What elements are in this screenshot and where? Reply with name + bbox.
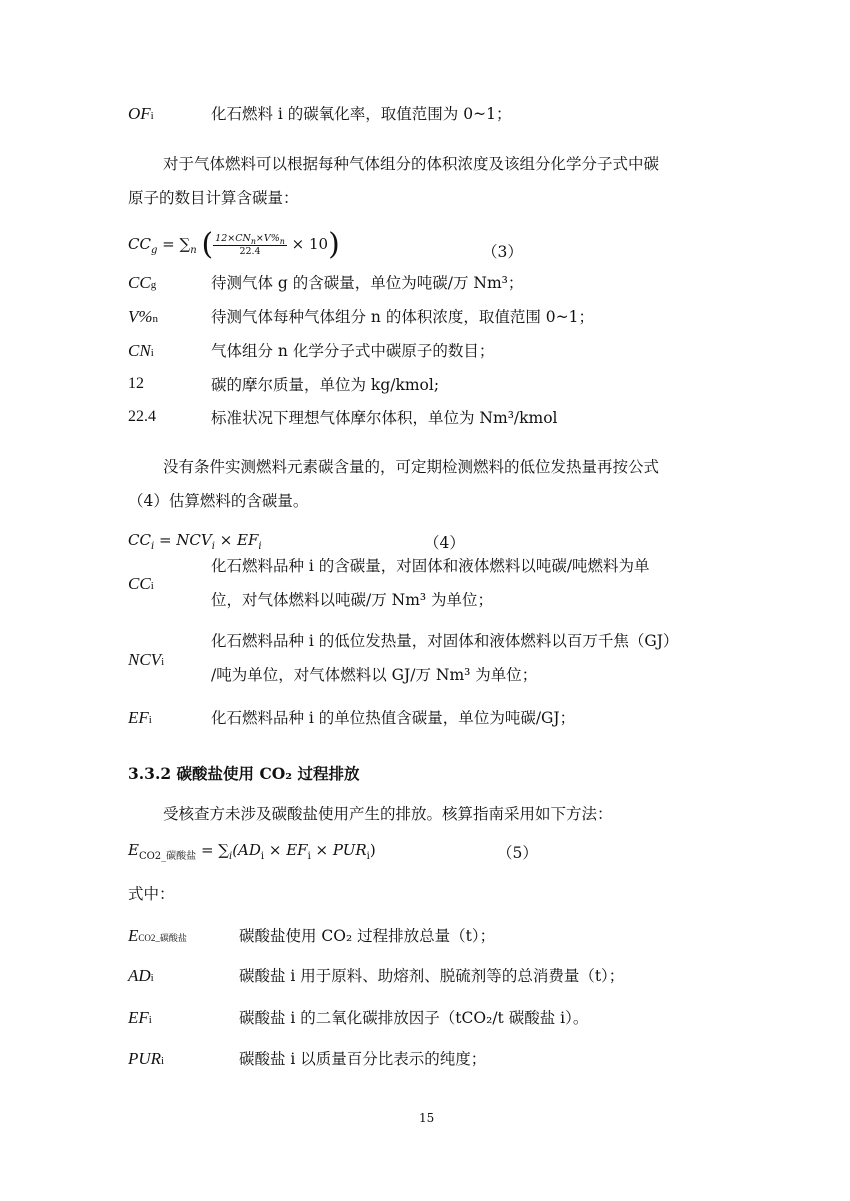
paragraph-2-line-1: 没有条件实测燃料元素碳含量的，可定期检测燃料的低位发热量再按公式 [163, 458, 660, 476]
definition-ccg: 待测气体 g 的含碳量，单位为吨碳/万 Nm³； [211, 274, 524, 292]
symbol-puri: PURi [128, 1049, 165, 1068]
section-heading: 3.3.2 碳酸盐使用 CO₂ 过程排放 [128, 764, 360, 783]
symbol-eco2: ECO2_碳酸盐 [128, 926, 187, 945]
definition-cni: 气体组分 n 化学分子式中碳原子的数目； [211, 342, 495, 360]
definition-eco2: 碳酸盐使用 CO₂ 过程排放总量（t）； [239, 927, 496, 945]
symbol-vn: V%n [128, 307, 159, 326]
paragraph-1-line-1: 对于气体燃料可以根据每种气体组分的体积浓度及该组分化学分子式中碳 [163, 155, 660, 173]
symbol-ccg: CCg [128, 273, 157, 292]
symbol-efi-carbonate: EFi [128, 1008, 152, 1027]
equation-4: $CC_i = NCV_i \times EF_i$ [128, 531, 262, 552]
definition-of: 化石燃料 i 的碳氧化率，取值范围为 0~1； [211, 105, 512, 123]
where-label: 式中： [128, 885, 175, 903]
equation-3: $CC_g = \sum_n$ ( $\frac{12\times CN_n\times V\%_n}{22.4}$ × 10) [128, 227, 340, 262]
symbol-of: OFi [128, 104, 154, 123]
equation-5-number: （5） [497, 844, 538, 862]
symbol-12: 12 [128, 375, 144, 392]
page-number: 15 [419, 1111, 435, 1125]
equation-3-number: （3） [482, 243, 523, 261]
definition-adi: 碳酸盐 i 用于原料、助熔剂、脱硫剂等的总消费量（t）； [239, 967, 625, 985]
symbol-efi: EFi [128, 708, 152, 727]
symbol-adi: ADi [128, 966, 154, 985]
definition-ncvi-line-1: 化石燃料品种 i 的低位发热量，对固体和液体燃料以百万千焦（GJ） [211, 632, 679, 650]
symbol-22-4: 22.4 [128, 408, 156, 425]
definition-cci-line-2: 位，对气体燃料以吨碳/万 Nm³ 为单位； [211, 591, 494, 609]
definition-efi-carbonate: 碳酸盐 i 的二氧化碳排放因子（tCO₂/t 碳酸盐 i）。 [239, 1009, 589, 1027]
definition-cci-line-1: 化石燃料品种 i 的含碳量，对固体和液体燃料以吨碳/吨燃料为单 [211, 557, 650, 575]
paragraph-2-line-2: （4）估算燃料的含碳量。 [128, 492, 309, 510]
symbol-cni: CNi [128, 341, 154, 360]
definition-vn: 待测气体每种气体组分 n 的体积浓度，取值范围 0~1； [211, 308, 594, 326]
symbol-ncvi: NCVi [128, 650, 165, 669]
definition-ncvi-line-2: /吨为单位，对气体燃料以 GJ/万 Nm³ 为单位； [211, 666, 538, 684]
definition-12: 碳的摩尔质量，单位为 kg/kmol; [211, 376, 440, 394]
symbol-cci: CCi [128, 574, 154, 593]
definition-22-4: 标准状况下理想气体摩尔体积，单位为 Nm³/kmol [211, 409, 558, 427]
equation-5: $E_{CO2\_碳酸盐} = \sum_i(AD_i \times EF_i \times PUR_i)$ [128, 841, 376, 862]
definition-efi: 化石燃料品种 i 的单位热值含碳量，单位为吨碳/GJ； [211, 709, 576, 727]
paragraph-3: 受核查方未涉及碳酸盐使用产生的排放。核算指南采用如下方法： [163, 805, 613, 823]
paragraph-1-line-2: 原子的数目计算含碳量： [128, 189, 299, 207]
definition-puri: 碳酸盐 i 以质量百分比表示的纯度； [239, 1050, 487, 1068]
equation-4-number: （4） [424, 534, 465, 552]
